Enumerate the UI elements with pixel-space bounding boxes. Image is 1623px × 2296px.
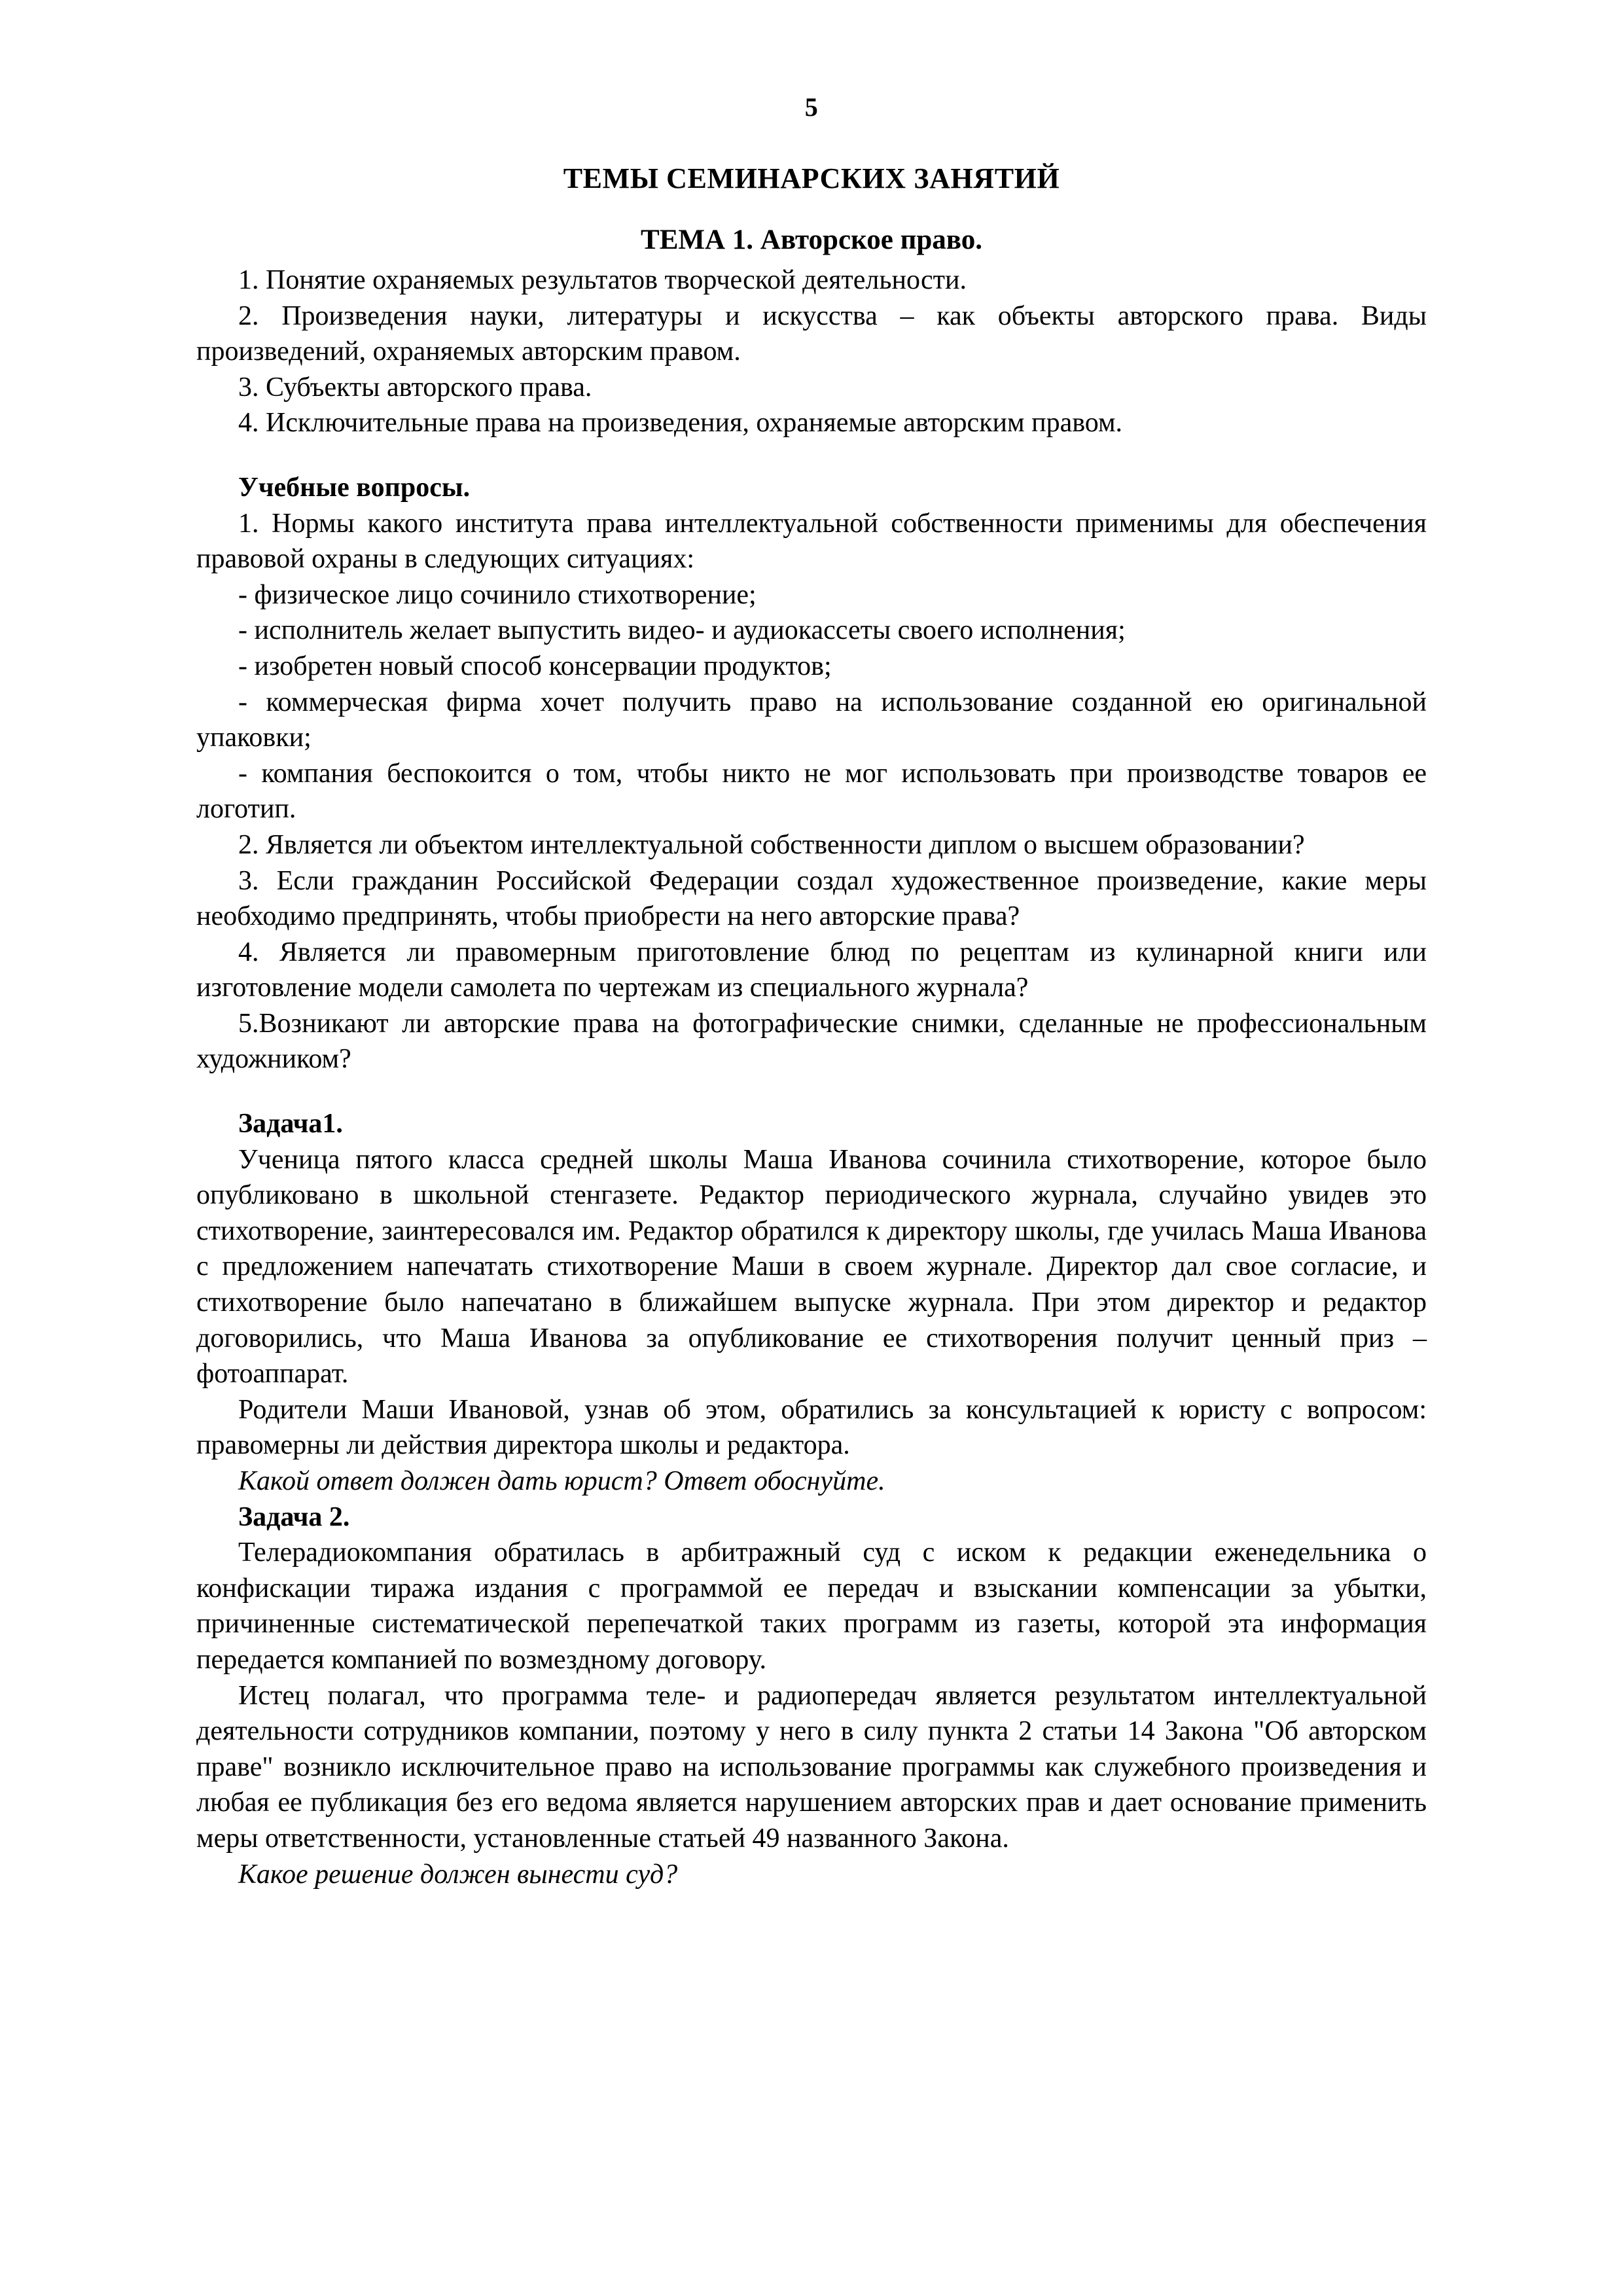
- task-2-question: Какое решение должен вынести суд?: [238, 1859, 678, 1890]
- task-2-paragraph: Истец полагал, что программа теле- и радиопередач является результатом интеллектуальной деятельности сотрудников компании, поэтому у него в силу пункта 2 статьи 14 Закона "Об авторском праве" возникло исключительное право на использование программы как служебного произведения и любая ее публикация без его ведома является нарушением авторских прав и дает основание применить меры ответственности, установленные статьей 49 названного Закона.: [196, 1680, 1427, 1854]
- question-1-item: - компания беспокоится о том, чтобы никто не мог использовать при производстве товаров ее логотип.: [196, 758, 1427, 825]
- study-questions-heading: Учебные вопросы.: [238, 472, 471, 503]
- page-title: ТЕМЫ СЕМИНАРСКИХ ЗАНЯТИЙ: [563, 162, 1060, 194]
- task-2-heading: Задача 2.: [238, 1501, 350, 1532]
- theme-heading: ТЕМА 1. Авторское право.: [641, 224, 982, 255]
- question-item: 2. Является ли объектом интеллектуальной собственности диплом о высшем образовании?: [238, 829, 1305, 860]
- page-number: 5: [804, 92, 819, 122]
- question-1-item: - исполнитель желает выпустить видео- и аудиокассеты своего исполнения;: [238, 615, 1126, 646]
- theme-item: 2. Произведения науки, литературы и искусства – как объекты авторского права. Виды произведений, охраняемых авторским правом.: [196, 300, 1427, 367]
- task-2-paragraph: Телерадиокомпания обратилась в арбитражный суд с иском к редакции еженедельника о конфискации тиража издания с программой ее передач и взыскании компенсации за убытки, причиненные систематической перепечаткой таких программ из газеты, которой эта информация передается компанией по возмездному договору.: [196, 1537, 1427, 1675]
- question-1-item: - физическое лицо сочинило стихотворение;: [238, 579, 757, 610]
- task-1-paragraph: Ученица пятого класса средней школы Маша Иванова сочинила стихотворение, которое было опубликовано в школьной стенгазете. Редактор периодического журнала, случайно увидев это стихотворение, заинтересовался им. Редактор обратился к директору школы, где училась Маша Иванова с предложением напечатать стихотворение Маши в своем журнале. Директор дал свое согласие, и стихотворение было напечатано в ближайшем выпуске журнала. При этом директор и редактор договорились, что Маша Иванова за опубликование ее стихотворения получит ценный приз – фотоаппарат.: [196, 1144, 1427, 1390]
- theme-item: 4. Исключительные права на произведения, охраняемые авторским правом.: [238, 408, 1123, 439]
- question-item: 5.Возникают ли авторские права на фотографические снимки, сделанные не профессиональным художником?: [196, 1008, 1427, 1075]
- spacer: [196, 441, 1427, 470]
- task-1-paragraph: Родители Маши Ивановой, узнав об этом, обратились за консультацией к юристу с вопросом: правомерны ли действия директора школы и редактора.: [196, 1394, 1427, 1461]
- question-item: 3. Если гражданин Российской Федерации создал художественное произведение, какие меры необходимо предпринять, чтобы приобрести на него авторские права?: [196, 865, 1427, 932]
- question-item: 4. Является ли правомерным приготовление блюд по рецептам из кулинарной книги или изготовление модели самолета по чертежам из специального журнала?: [196, 937, 1427, 1003]
- question-1-item: - изобретен новый способ консервации продуктов;: [238, 651, 832, 681]
- spacer: [196, 1077, 1427, 1106]
- question-1-item: - коммерческая фирма хочет получить право на использование созданной ею оригинальной упаковки;: [196, 687, 1427, 753]
- theme-item: 3. Субъекты авторского права.: [238, 372, 592, 403]
- question-1-intro: 1. Нормы какого института права интеллектуальной собственности применимы для обеспечения правовой охраны в следующих ситуациях:: [196, 508, 1427, 575]
- theme-item: 1. Понятие охраняемых результатов творческой деятельности.: [238, 265, 967, 295]
- task-1-question: Какой ответ должен дать юрист? Ответ обоснуйте.: [238, 1466, 885, 1496]
- task-1-heading: Задача1.: [238, 1109, 343, 1139]
